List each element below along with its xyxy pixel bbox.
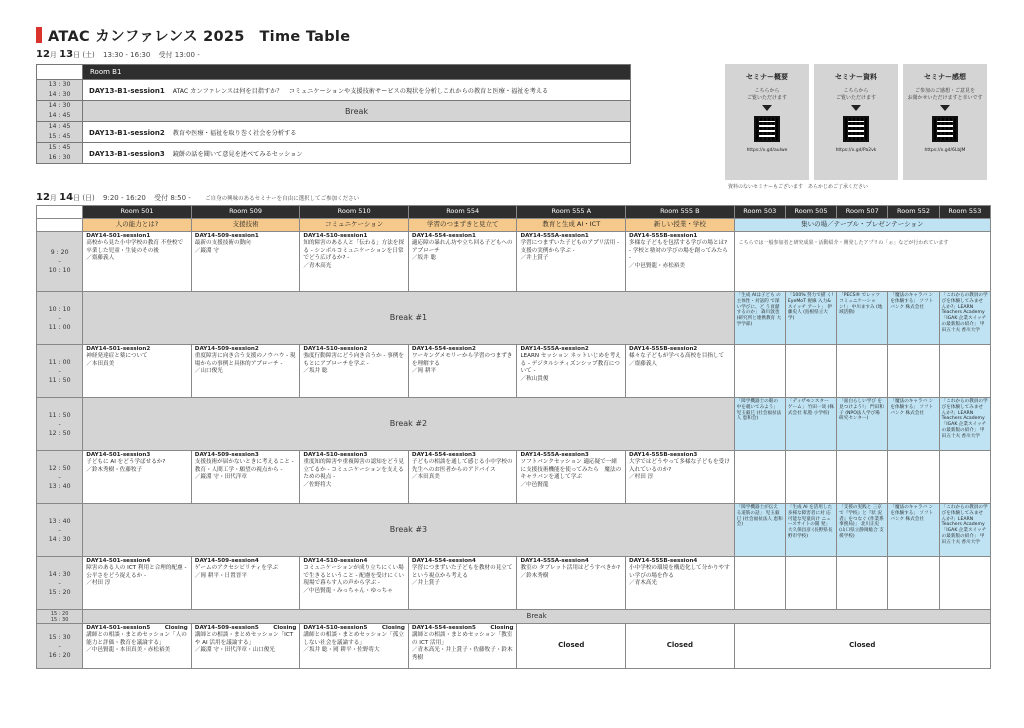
card-feedback[interactable]: セミナー感想 ご参加のご感想・ご意見を お聞かせいただけますと幸いです https://x.gd/6LbJM <box>903 64 987 180</box>
room-header: Room 553 <box>939 206 990 219</box>
session-cell[interactable]: DAY14-509-session3 支援技術が届かないときに考えること - 教育・人間工学・願望の視点から - ／巖淵 守・田代洋章 <box>191 451 300 504</box>
room-b1-header: Room B1 <box>83 65 631 80</box>
session-cell[interactable]: DAY14-554-session3 子どもの相談を通して感じる小中学校の先生へのお医者からのアドバイス ／本田真美 <box>408 451 517 504</box>
time-cell: 14 : 45 15 : 45 <box>37 122 83 143</box>
time-cell: 15 : 20 15 : 30 <box>37 610 83 624</box>
time-cell: 15 : 45 16 : 30 <box>37 143 83 164</box>
session-cell[interactable]: DAY13-B1-session3 鏡餅の話を聞いて意見を述べてみるセッション <box>83 143 631 164</box>
arrow-down-icon <box>940 105 950 111</box>
closed-cell: Closed <box>734 624 990 669</box>
session-cell[interactable]: DAY14-555A-session1 学習につまずいた子どものアプリ活用 - 支援の実例から学ぶ - ／井上賞子 <box>517 232 626 292</box>
theme-cell: 支援技術 <box>191 219 300 232</box>
cards-note: 資料のないセミナーもございます あらかじめご了承ください <box>728 184 869 190</box>
session-cell[interactable]: DAY14-555B-session1 多様な子どもを包括する学びの場とは? - 学校と塾対の学びの場を創ってみたら - ／中邑賢龍・赤松裕美 <box>626 232 735 292</box>
room-header: Room 554 <box>408 206 517 219</box>
session-cell[interactable]: DAY14-509-session5 Closing 講師との相談・まとめセッション「ICT や AI 活用を議論する」 ／巖淵 守・田代洋章・山口俊光 <box>191 624 300 669</box>
qr-code-icon[interactable] <box>843 116 869 142</box>
break-cell: Break #3 <box>83 504 734 557</box>
session-cell[interactable]: DAY14-501-session3 子どもに AI をどう学ばせるか? ／鈴木秀樹・佐藤牧子 <box>83 451 192 504</box>
time-cell: 11 : 50 - 12 : 50 <box>37 398 83 451</box>
table-presentation[interactable]: 「魔法のキャラバ ンを体験する」 ソフトバンク 株式会社 <box>888 504 939 557</box>
session-cell[interactable]: DAY14-501-session5 Closing 講師との相談・まとめセッション「人の能力と評価・教育を議論する」 ／中邑賢龍・本田真美・赤松裕美 <box>83 624 192 669</box>
table-presentation[interactable]: 「支援の実践と 三京で『学校』と『状 況者』をつなぐ (作業系事務局)」 北川正史 (山口県立静岡総合 支援学校) <box>837 504 888 557</box>
session-cell[interactable]: DAY14-555B-session2 様々な子どもが学べる高校を目指して ／齋藤義人 <box>626 345 735 398</box>
time-cell: 13 : 40 - 14 : 30 <box>37 504 83 557</box>
break-cell: Break <box>83 610 991 624</box>
table-presentation[interactable]: 「魔法のキャラバ ンを体験する」 ソフトバンク 株式会社 <box>888 292 939 345</box>
break-cell: Break <box>83 101 631 122</box>
table-presentation[interactable]: 「これからの教員の学 びを体験してみませ んか?」LEARN Teachers Academy 「IGAK 企業スイッチ の最新版の紹介」 甲田五十夫 香川大学 <box>939 292 990 345</box>
qr-code-icon[interactable] <box>932 116 958 142</box>
session-cell[interactable]: DAY14-555A-session2 LEARN セッション ネットいじめを考える - デジタルシティズンシップ教育について - ／秋山貴俊 <box>517 345 626 398</box>
room-header: Room 501 <box>83 206 192 219</box>
session-cell[interactable]: DAY14-509-session2 重度障害に向き合う支援のノウハウ - 現場からの事例と具体的アプローチ - ／山口俊光 <box>191 345 300 398</box>
closed-cell: Closed <box>517 624 626 669</box>
table-presentation[interactable]: 「PECS® でレッツ コミュニケーショ ン!」 中川ますみ (地域活動) <box>837 292 888 345</box>
room-header: Room 507 <box>837 206 888 219</box>
session-cell[interactable]: DAY13-B1-session2 教育や医療・福祉を取り巻く社会を分析する <box>83 122 631 143</box>
side-note: こちらでは一般参加者と研究成果・活動紹介・開発したアプリの「ぉ」などが行われています <box>734 232 990 292</box>
day14-header: 12月 14日 (日) 9:20 - 16:20 受付 8:50 - ご自身の興味のあるセミナーを自由に選択してご参加ください <box>36 192 360 203</box>
title-accent-bar <box>36 27 42 43</box>
theme-cell: 集いの場／テーブル・プレゼンテーション <box>734 219 990 232</box>
table-presentation[interactable]: 「生成 AI を活用した 多様な障害者に対 応可能な児童向け ニュースサイトの開 発」 大久保昌彦 (長野県長野市学校) <box>785 504 836 557</box>
session-cell[interactable]: DAY14-510-session2 強度行動障害にどう向き合うか - 事例をもとにアプローチを学ぶ - ／坂井 聡 <box>300 345 409 398</box>
session-cell[interactable]: DAY14-555A-session4 教室の タブレット活用はどうすべきか? ／鈴木秀樹 <box>517 557 626 610</box>
session-cell[interactable]: DAY14-510-session4 コミュニケーションが成り立ちにくい場で生きるということ - 配慮を受けにくい現場で暮らす人の声から学ぶ - ／中邑賢龍・みっちゃん・ゆっちゃ <box>300 557 409 610</box>
arrow-down-icon <box>851 105 861 111</box>
time-cell: 10 : 10 - 11 : 00 <box>37 292 83 345</box>
day13-table <box>36 64 631 164</box>
room-header: Room 510 <box>300 206 409 219</box>
room-header: Room 509 <box>191 206 300 219</box>
time-cell: 14 : 30 - 15 : 20 <box>37 557 83 610</box>
page-title <box>36 26 350 44</box>
table-presentation[interactable]: 「ディザモンスター ゲーム」 竹田一哉 (株式会社 私塾 小学校) <box>785 398 836 451</box>
closed-cell: Closed <box>626 624 735 669</box>
session-cell[interactable]: DAY14-554-session4 学習につまずいた子どもを教材の見立てという視点から考える ／井上賞子 <box>408 557 517 610</box>
card-materials[interactable]: セミナー資料 こちらから ご覧いただけます https://x.gd/Pa2vk <box>814 64 898 180</box>
theme-cell: 新しい授業・学校 <box>626 219 735 232</box>
table-presentation[interactable]: 「面白らしい学び を見つけよう!」 門田和子 (NPO法人学び場 研究センター) <box>837 398 888 451</box>
session-cell[interactable]: DAY14-509-session4 ゲームのアクセシビリティを学ぶ ／岡 耕平・日置晋平 <box>191 557 300 610</box>
day13-header: 12月 13日 (土) 13:30 - 16:30 受付 13:00 - <box>36 49 200 60</box>
session-cell[interactable]: DAY14-554-session5 Closing 講師との相談・まとめセッション「教室の ICT 活用」 ／青木高光・井上賞子・佐藤牧子・鈴木秀樹 <box>408 624 517 669</box>
qr-code-icon[interactable] <box>754 116 780 142</box>
room-header: Room 555 A <box>517 206 626 219</box>
session-cell[interactable]: DAY14-554-session2 ワーキングメモリーから学習のつまずきを理解する ／岡 耕平 <box>408 345 517 398</box>
session-cell[interactable]: DAY13-B1-session1 ATAC カンファレンスは何を目指すか？ コミュニケーションや支援技術サービスの現状を分析しこれからの教育と医療・福祉を考える <box>83 80 631 101</box>
session-cell[interactable]: DAY14-501-session4 障害のある人の ICT 利用と合理的配慮 - 公平さをどう捉えるか - ／村田 淳 <box>83 557 192 610</box>
session-cell[interactable]: DAY14-510-session1 知的障害のある人と「伝わる」方法を探る - シンボルコミュニケーションを日常でどう広げるか? - ／青木高光 <box>300 232 409 292</box>
time-cell: 14 : 30 14 : 45 <box>37 101 83 122</box>
break-cell: Break #1 <box>83 292 734 345</box>
session-cell[interactable]: DAY14-510-session3 重度知的障害や重複障害の認知をどう見立てるか - コミュニケーションを支えるための視点 - ／佐野将大 <box>300 451 409 504</box>
session-cell[interactable]: DAY14-509-session1 最新の支援技術の動向 ／巖淵 守 <box>191 232 300 292</box>
table-presentation[interactable]: 「障学機器士が伝え る道筋の話」 児玉毅巳 (社会福祉法人 恵和会) <box>734 504 785 557</box>
theme-cell: 教育と生成 AI・ICT <box>517 219 626 232</box>
table-presentation[interactable]: 「これからの教員の学 びを体験してみませ んか?」LEARN Teachers Academy 「IGAK 企業スイッチ の最新版の紹介」 甲田五十夫 香川大学 <box>939 504 990 557</box>
time-cell: 13 : 30 14 : 30 <box>37 80 83 101</box>
time-cell: 15 : 30 - 16 : 20 <box>37 624 83 669</box>
session-cell[interactable]: DAY14-501-session1 高校から見た小中学校の教育 不登校で卒業した児童・生徒のその後 ／齋藤義人 <box>83 232 192 292</box>
table-presentation[interactable]: 「生成 AIは子ども の主体性・対話的 で深い学びに、ど う貢献するのか」 森川敦也 (研究所と連携教育 大学学部) <box>734 292 785 345</box>
session-cell[interactable]: DAY14-501-session2 神経発達症と薬について ／本田真美 <box>83 345 192 398</box>
table-presentation[interactable]: 「100% 努力で描 く! EyeMoT 視線 入力&スイッチ アート」 伊藤史人 (島根県立大学) <box>785 292 836 345</box>
session-cell[interactable]: DAY14-510-session5 Closing 講師との相談・まとめセッション「孤立しない社会を議論する」 ／坂井 聡・岡 耕平・佐野将大 <box>300 624 409 669</box>
time-cell: 9 : 20 - 10 : 10 <box>37 232 83 292</box>
table-presentation[interactable]: 「障学機器士の眼の 中を覗いてみよう」 児玉毅巳 (社会福祉法人 恵和会) <box>734 398 785 451</box>
table-presentation[interactable]: 「魔法のキャラバ ンを体験する」 ソフトバンク 株式会社 <box>888 398 939 451</box>
arrow-down-icon <box>762 105 772 111</box>
session-cell[interactable]: DAY14-555B-session3 大学ではどうやって多様な子どもを受け入れているのか? ／村田 淳 <box>626 451 735 504</box>
theme-cell: 学習のつまずきと見立て <box>408 219 517 232</box>
time-cell: 11 : 00 - 11 : 50 <box>37 345 83 398</box>
card-overview[interactable]: セミナー概要 こちらから ご覧いただけます https://x.gd/auIwe <box>725 64 809 180</box>
time-cell: 12 : 50 - 13 : 40 <box>37 451 83 504</box>
theme-cell: コミュニケーション <box>300 219 409 232</box>
table-presentation[interactable]: 「これからの教員の学 びを体験してみませ んか?」LEARN Teachers Academy 「IGAK 企業スイッチ の最新版の紹介」 甲田五十夫 香川大学 <box>939 398 990 451</box>
session-cell[interactable]: DAY14-555A-session3 ソフトバンクセッション 適応疑で一緒に支援技術機能を使ってみたら 魔法のキャラバンを通して学ぶ ／中邑賢龍 <box>517 451 626 504</box>
session-cell[interactable]: DAY14-555B-session4 小中学校の環境を構造化して分かりやすい学びの場を作る ／青木高光 <box>626 557 735 610</box>
title-text: ATAC カンファレンス 2025 Time Table <box>48 28 351 45</box>
theme-cell: 人の能力とは? <box>83 219 192 232</box>
room-header: Room 505 <box>785 206 836 219</box>
session-cell[interactable]: DAY14-554-session1 適応障の暴れん坊や立ち回る子どもへのアプローチ ／坂井 聡 <box>408 232 517 292</box>
room-header: Room 555 B <box>626 206 735 219</box>
room-header: Room 552 <box>888 206 939 219</box>
day14-table <box>36 205 991 669</box>
seminar-cards <box>725 64 987 180</box>
break-cell: Break #2 <box>83 398 734 451</box>
room-header: Room 503 <box>734 206 785 219</box>
